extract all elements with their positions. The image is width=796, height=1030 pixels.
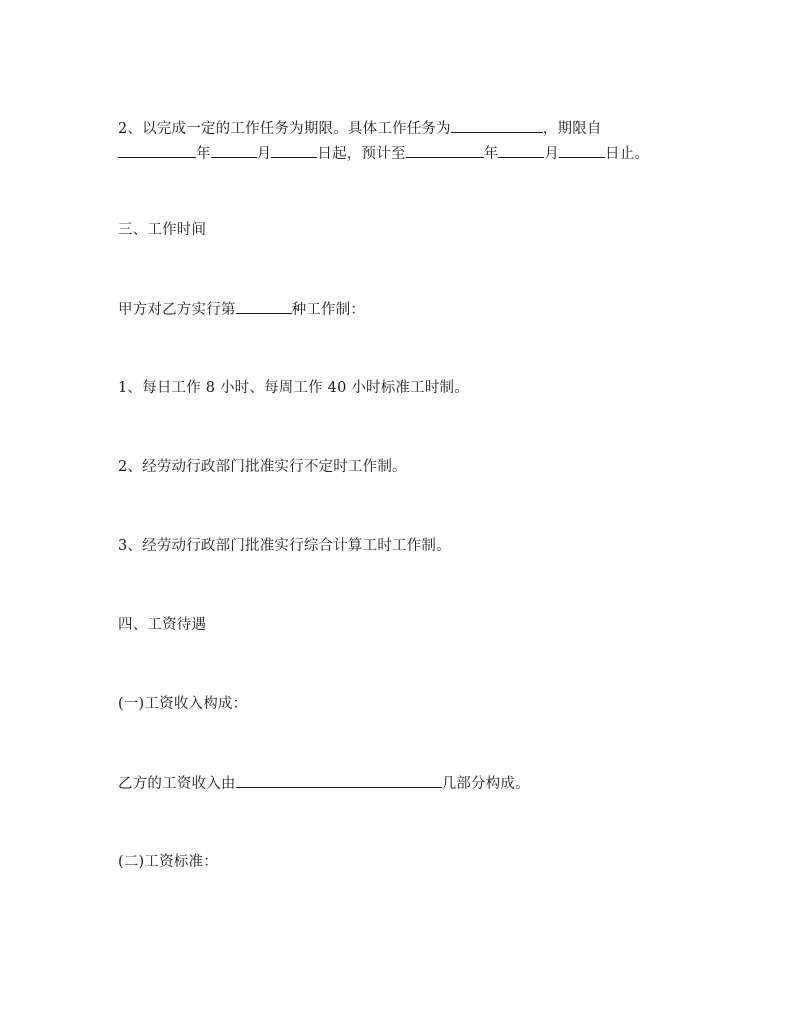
- month-label: 月: [544, 146, 560, 162]
- end-month-blank[interactable]: [498, 143, 544, 158]
- end-year-blank[interactable]: [406, 143, 484, 158]
- start-month-blank[interactable]: [211, 143, 257, 158]
- end-text: 日止。: [605, 146, 650, 162]
- start-until-text: 日起，预计至: [317, 146, 406, 162]
- work-system-item-3: 3、经劳动行政部门批准实行综合计算工时工作制。: [118, 538, 451, 554]
- task-term-line-2: [118, 143, 649, 164]
- section-heading-wage: 四、工资待遇: [118, 617, 207, 633]
- wage-composition-blank[interactable]: [236, 773, 442, 788]
- start-year-blank[interactable]: [118, 143, 196, 158]
- year-label: 年: [196, 146, 211, 162]
- month-label: 月: [256, 146, 272, 162]
- wage-composition-line: [118, 773, 530, 794]
- work-system-text: 甲方对乙方实行第: [118, 302, 236, 318]
- task-blank[interactable]: [451, 118, 543, 133]
- start-day-blank[interactable]: [271, 143, 317, 158]
- wage-composition-text: 乙方的工资收入由: [118, 776, 236, 792]
- end-day-blank[interactable]: [559, 143, 605, 158]
- work-system-line: [118, 299, 365, 320]
- year-label: 年: [483, 146, 499, 162]
- work-system-blank[interactable]: [236, 299, 292, 314]
- term-from-text: ，期限自: [542, 121, 602, 137]
- task-term-line-1: [118, 118, 602, 139]
- wage-composition-heading: (一)工资收入构成：: [118, 696, 248, 712]
- wage-composition-suffix: 几部分构成。: [441, 776, 530, 792]
- wage-standard-heading: (二)工资标准：: [118, 854, 218, 870]
- work-system-suffix: 种工作制：: [291, 302, 366, 318]
- section-heading-work-time: 三、工作时间: [118, 222, 207, 238]
- work-system-item-1: 1、每日工作 8 小时、每周工作 40 小时标准工时制。: [118, 380, 469, 396]
- work-system-item-2: 2、经劳动行政部门批准实行不定时工作制。: [118, 459, 407, 475]
- task-term-text: 2、以完成一定的工作任务为期限。具体工作任务为: [118, 121, 451, 137]
